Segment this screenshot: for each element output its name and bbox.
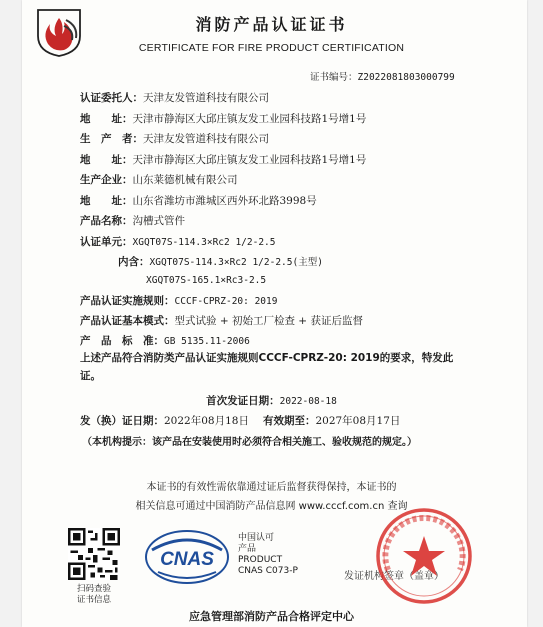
- field-manufacturer: [80, 172, 238, 187]
- issue-validity: [80, 413, 400, 428]
- field-producer-address: [80, 152, 366, 167]
- field-unit-row3: [146, 274, 266, 286]
- first-issue-date: [0, 393, 543, 408]
- field-value: 天津市静海区大邱庄镇友发工业园科技路1号增1号: [132, 154, 367, 166]
- field-label: 内含：: [118, 256, 150, 268]
- field-value: 天津市静海区大邱庄镇友发工业园科技路1号增1号: [132, 113, 367, 125]
- field-value: 2022年08月18日: [164, 415, 249, 427]
- footer-line-1: 本证书的有效性需依靠通过证后监督获得保持，本证书的: [146, 482, 397, 493]
- certificate-title-en: CERTIFICATE FOR FIRE PRODUCT CERTIFICATION: [138, 42, 405, 54]
- field-value: 山东莱德机械有限公司: [132, 174, 238, 186]
- unit-row-3: XGQT07S-165.1×Rc3-2.5: [146, 275, 267, 286]
- field-value: CCCF-CPRZ-20: 2019: [174, 296, 278, 307]
- cnas-logo-icon: [144, 528, 230, 586]
- field-standard: [80, 333, 250, 348]
- qr-caption-line: 扫码查验: [76, 584, 111, 594]
- field-label: 生 产 者：: [80, 133, 143, 145]
- field-value: 天津友发管道科技有限公司: [143, 133, 269, 145]
- field-label: 产品名称：: [80, 215, 133, 227]
- field-label: 有效期至：: [262, 415, 316, 427]
- field-client-address: [80, 111, 366, 126]
- field-product-name: [80, 213, 185, 228]
- field-value: 2022-08-18: [279, 396, 337, 407]
- field-rules: [80, 293, 277, 308]
- field-label: 地 址：: [80, 195, 133, 207]
- unit-row-1: XGQT07S-114.3×Rc2 1/2-2.5: [132, 237, 276, 248]
- field-cert-unit: [80, 234, 276, 249]
- field-label: 产 品 标 准：: [80, 335, 164, 347]
- cnas-line: 中国认可: [238, 533, 275, 543]
- field-manufacturer-address: [80, 193, 317, 208]
- certificate-number: 证书编号：Z2022081803000799: [310, 72, 455, 83]
- cnas-line: CNAS C073-P: [238, 566, 298, 576]
- field-value: 沟槽式管件: [132, 215, 185, 227]
- field-label: 认证委托人：: [80, 92, 143, 104]
- field-label: 认证单元：: [80, 236, 133, 248]
- field-label: 地 址：: [80, 113, 133, 125]
- field-value: 天津友发管道科技有限公司: [143, 92, 269, 104]
- issuing-authority: 应急管理部消防产品合格评定中心: [189, 610, 354, 623]
- unit-row-2: XGQT07S-114.3×Rc2 1/2-2.5(主型): [149, 257, 323, 268]
- field-label: 发（换）证日期：: [80, 415, 164, 427]
- footer-line-2: 相关信息可通过中国消防产品信息网 www.cccf.com.cn 查询: [135, 501, 408, 512]
- cnas-accreditation-text: [238, 533, 298, 577]
- field-producer: [80, 131, 269, 146]
- field-mode: [80, 313, 363, 328]
- institution-note: （本机构提示：该产品在安装使用时必须符合相关施工、验收规范的规定。）: [82, 437, 417, 448]
- cnas-mark-text: CNAS: [160, 549, 214, 570]
- issuer-signature-label: 发证机构签章（盖章）: [344, 571, 444, 582]
- field-value: 山东省潍坊市潍城区西外环北路3998号: [132, 195, 317, 207]
- field-client: [80, 90, 269, 105]
- certificate-title: 消防产品认证证书: [195, 15, 348, 34]
- field-label: 产品认证基本模式：: [80, 315, 175, 327]
- cnas-line: 产品: [238, 544, 257, 554]
- official-stamp-icon: [374, 506, 474, 606]
- qr-caption: [66, 584, 122, 606]
- qr-caption-line: 证书信息: [76, 595, 111, 605]
- qr-code-icon: [68, 528, 120, 580]
- field-value: 2027年08月17日: [315, 415, 401, 427]
- field-label: 首次发证日期：: [206, 395, 280, 407]
- field-value: 型式试验 + 初始工厂检查 + 获证后监督: [174, 315, 363, 327]
- field-label: 产品认证实施规则：: [80, 295, 175, 307]
- compliance-statement: 上述产品符合消防类产品认证实施规则CCCF-CPRZ-20: 2019的要求，特发此证。: [80, 352, 454, 382]
- cnas-line: PRODUCT: [238, 555, 283, 565]
- field-label: 地 址：: [80, 154, 133, 166]
- field-label: 生产企业：: [80, 174, 133, 186]
- field-value: GB 5135.11-2006: [164, 336, 250, 347]
- field-unit-contains: [118, 254, 323, 269]
